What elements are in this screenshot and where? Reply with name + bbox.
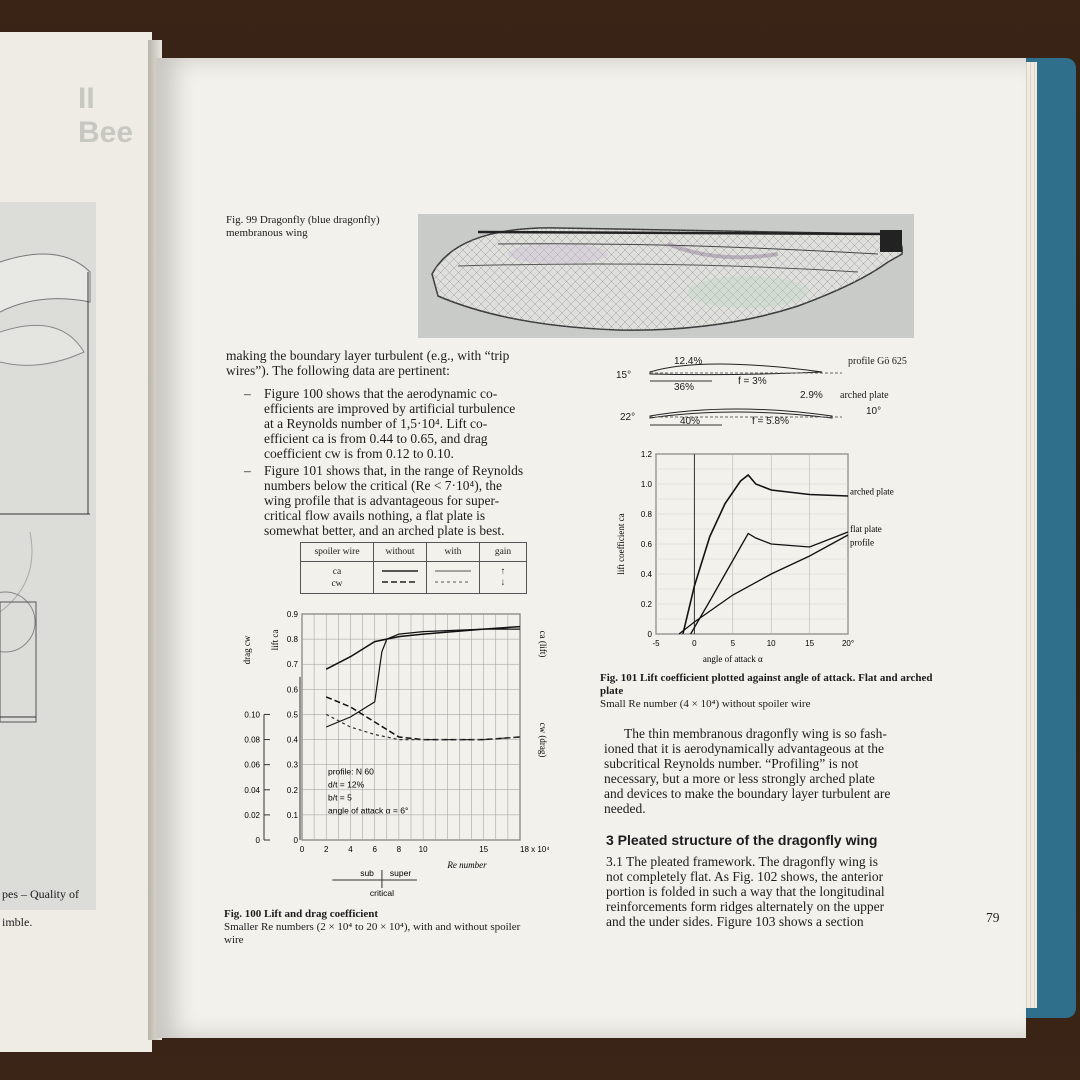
text-line: wires”). The following data are pertinent: — [226, 363, 450, 378]
bullet-item — [244, 463, 584, 538]
x-tick-label: 5 — [730, 639, 736, 648]
fig100-caption-line2: Smaller Re numbers (2 × 10⁴ to 20 × 10⁴), with and without spoiler — [224, 921, 521, 933]
fig100-caption — [224, 908, 584, 947]
left-page-figure — [0, 202, 96, 910]
lift-tick-label: 0.9 — [286, 610, 298, 619]
left-text-1: pes – Quality of — [2, 887, 79, 901]
gain-arrows — [480, 562, 527, 594]
text-line: ioned that it is aerodynamically advantageous at the — [604, 741, 885, 756]
drag-tick-label: 0.06 — [244, 760, 260, 770]
lift-axis-label: lift ca — [270, 629, 280, 651]
x-tick-label: 0 — [692, 639, 697, 648]
y-tick-label: 0.2 — [640, 600, 652, 609]
series-label: arched plate — [850, 486, 894, 497]
y-tick-label: 0.8 — [640, 510, 652, 519]
x-tick-label: 6 — [372, 845, 377, 854]
bullet-line: at a Reynolds number of 1,5·10⁴. Lift co- — [264, 416, 488, 431]
x-tick-label: -5 — [652, 639, 660, 648]
gain-up-icon: ↑ — [500, 566, 506, 577]
profile1-name: profile Gö 625 — [848, 356, 907, 367]
bullet-line: critical flow avails nothing, a flat plate is — [264, 508, 486, 523]
sub-label: sub — [360, 868, 374, 878]
x-tick-label: 0 — [299, 845, 305, 854]
x-tick-label: 10 — [766, 639, 776, 648]
x-tick-label: 10 — [418, 845, 428, 854]
super-label: super — [389, 868, 412, 878]
profile1-thickness: 12.4% — [674, 356, 703, 367]
bullet-line: coefficient cw is from 0.12 to 0.10. — [264, 446, 454, 461]
profile2-name: arched plate — [840, 390, 889, 401]
fig99-caption-line1: Fig. 99 Dragonfly (blue dragonfly) — [226, 214, 380, 226]
section-body — [606, 854, 952, 929]
lift-tick-label: 0 — [293, 836, 298, 845]
bullet-list — [244, 386, 584, 538]
fig100-caption-line3: wire — [224, 934, 244, 946]
x-axis-label: Re number — [447, 860, 487, 870]
table-header: spoiler wire — [301, 543, 374, 562]
row-label-cw: cw — [331, 578, 343, 589]
drag-tick-label: 0.10 — [244, 710, 260, 720]
left-figure-drawing — [0, 202, 96, 910]
table-row-label — [301, 562, 374, 594]
y-tick-label: 0.4 — [640, 570, 652, 579]
x-tick-label: 20° — [841, 639, 855, 648]
running-head: II Bee — [78, 82, 134, 149]
x-tick-label: 18 x 10⁴ — [520, 845, 550, 854]
text-line: portion is folded in such a way that the longitudinal — [606, 884, 885, 899]
profile2-thickness: 2.9% — [800, 390, 823, 401]
text-line: The thin membranous dragonfly wing is so fash- — [624, 726, 887, 741]
dash-icon: – — [244, 463, 251, 478]
y-tick-label: 0 — [647, 630, 652, 639]
solid-line-sample — [374, 562, 427, 594]
gain-down-icon: ↓ — [500, 577, 506, 588]
fig99-caption — [226, 214, 380, 240]
series-label: flat plate — [850, 524, 882, 534]
lift-right-label: ca (lift) — [538, 630, 548, 658]
bullet-line: somewhat better, and an arched plate is best. — [264, 523, 505, 538]
lift-tick-label: 0.1 — [286, 810, 298, 820]
lift-tick-label: 0.6 — [286, 685, 298, 695]
bullet-line: Figure 101 shows that, in the range of Reynolds — [264, 463, 524, 478]
table-header: gain — [480, 543, 527, 562]
lift-tick-label: 0.4 — [286, 735, 298, 745]
text-line: necessary, but a more or less strongly arched plate — [604, 771, 875, 786]
dragonfly-wing-photo — [418, 214, 914, 338]
section-heading: 3 Pleated structure of the dragonfly wing — [606, 832, 878, 848]
table-header: with — [427, 543, 480, 562]
drag-tick-label: 0.08 — [244, 735, 260, 745]
profile1-camber: f = 3% — [738, 376, 767, 387]
y-tick-label: 1.2 — [640, 450, 652, 459]
fig101-caption — [600, 672, 950, 711]
bullet-line: numbers below the critical (Re < 7·10⁴), the — [264, 478, 502, 493]
fig100-caption-line1: Fig. 100 Lift and drag coefficient — [224, 908, 378, 920]
text-block-1 — [226, 348, 576, 378]
text-line: reinforcements form ridges alternately on the upper — [606, 899, 885, 914]
text-line: and the under sides. Figure 103 shows a section — [606, 914, 864, 929]
dashed-line-sample — [427, 562, 480, 594]
fig101-chart — [612, 444, 912, 666]
lift-tick-label: 0.7 — [286, 660, 298, 670]
bullet-line: efficient ca is from 0.44 to 0.65, and drag — [264, 431, 488, 446]
text-line: and devices to make the boundary layer turbulent are — [604, 786, 891, 801]
lift-tick-label: 0.8 — [286, 635, 298, 645]
profile1-position: 36% — [674, 382, 695, 393]
left-text-2: imble. — [2, 915, 33, 929]
text-line: 3.1 The pleated framework. The dragonfly wing is — [606, 854, 879, 869]
lift-tick-label: 0.5 — [286, 710, 298, 720]
x-tick-label: 8 — [396, 845, 402, 854]
text-line: subcritical Reynolds number. “Profiling” is not — [604, 756, 859, 771]
drag-tick-label: 0 — [255, 836, 260, 845]
spoiler-table — [300, 542, 527, 594]
fig101-caption-line1: Fig. 101 Lift coefficient plotted against angle of attack. Flat and arched — [600, 672, 933, 684]
y-tick-label: 1.0 — [640, 480, 652, 489]
bullet-item — [244, 386, 584, 461]
left-page — [0, 32, 152, 1052]
x-tick-label: 15 — [479, 845, 489, 854]
table-header: without — [374, 543, 427, 562]
profile1-angle: 15° — [616, 370, 632, 381]
annotation-text: angle of attack α = 6° — [328, 805, 409, 816]
text-block-2 — [604, 726, 950, 816]
bullet-line: wing profile that is advantageous for super- — [264, 493, 500, 508]
profile2-angle: 22° — [620, 412, 636, 423]
dash-icon: – — [244, 386, 251, 401]
lift-tick-label: 0.2 — [286, 785, 298, 795]
text-line: needed. — [604, 801, 646, 816]
y-axis-label: lift coefficient ca — [616, 513, 626, 575]
annotation-text: b/t = 5 — [328, 792, 352, 803]
drag-tick-label: 0.04 — [244, 785, 260, 795]
row-label-ca: ca — [332, 566, 342, 577]
fig101-caption-line3: Small Re number (4 × 10⁴) without spoiler wire — [600, 698, 811, 710]
lift-tick-label: 0.3 — [286, 760, 298, 770]
profile2-end-angle: 10° — [866, 406, 882, 417]
fig101-caption-line2: plate — [600, 685, 624, 697]
x-tick-label: 2 — [323, 845, 329, 854]
x-tick-label: 4 — [348, 845, 353, 854]
x-tick-label: 15 — [805, 639, 815, 648]
profile2-camber: f = 5.8% — [752, 416, 789, 427]
drag-tick-label: 0.02 — [244, 810, 260, 820]
annotation-text: d/t = 12% — [328, 779, 365, 790]
critical-label: critical — [369, 888, 394, 896]
fig99-caption-line2: membranous wing — [226, 227, 308, 239]
drag-axis-label: drag cw — [242, 635, 252, 665]
profile2-position: 40% — [680, 416, 701, 427]
y-tick-label: 0.6 — [640, 540, 652, 549]
text-line: making the boundary layer turbulent (e.g., with “trip — [226, 348, 510, 363]
annotation-text: profile: N 60 — [328, 766, 374, 777]
bullet-line: Figure 100 shows that the aerodynamic co- — [264, 386, 498, 401]
fig100-chart — [230, 604, 576, 896]
series-label: profile — [850, 537, 874, 548]
text-line: not completely flat. As Fig. 102 shows, the anterior — [606, 869, 884, 884]
x-axis-label: angle of attack α — [702, 654, 763, 664]
drag-right-label: cw (drag) — [538, 722, 548, 758]
page-number: 79 — [986, 910, 1000, 925]
bullet-line: efficients are improved by artificial turbulence — [264, 401, 516, 416]
wing-drawing — [418, 214, 914, 338]
